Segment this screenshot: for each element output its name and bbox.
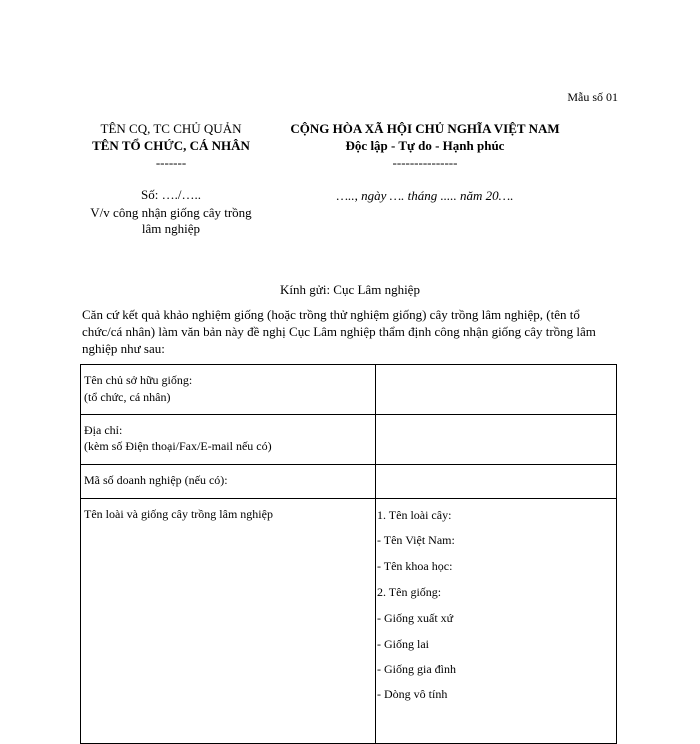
left-header-org: TÊN TỔ CHỨC, CÁ NHÂN — [92, 138, 250, 153]
species-item: - Tên khoa học: — [377, 559, 453, 573]
species-label: Tên loài và giống cây trồng lâm nghiệp — [84, 507, 273, 521]
species-item: - Giống lai — [377, 637, 429, 651]
intro-paragraph: Căn cứ kết quả khảo nghiệm giống (hoặc trồng thử nghiệm giống) cây trồng lâm nghiệp, (tên tổ chức/cá nhân) làm văn bản này đề nghị Cục Lâm nghiệp thẩm định công nhận giống cây trồng lâm nghiệp như sau: — [82, 307, 596, 356]
business-code-label: Mã số doanh nghiệp (nếu có): — [84, 473, 228, 487]
left-header-agency: TÊN CQ, TC CHỦ QUẢN — [100, 121, 242, 136]
date-line: ….., ngày …. tháng ..... năm 20…. — [336, 188, 514, 203]
table-row-divider — [81, 464, 616, 465]
right-header-divider: --------------- — [392, 155, 458, 170]
species-item: - Giống xuất xứ — [377, 611, 454, 625]
table-row-divider — [81, 498, 616, 499]
request-table — [80, 364, 617, 744]
address-label: Địa chỉ: — [84, 423, 123, 437]
recipient-line: Kính gửi: Cục Lâm nghiệp — [280, 282, 420, 297]
species-item: 2. Tên giống: — [377, 585, 442, 599]
table-column-divider — [375, 365, 376, 743]
country-name: CỘNG HÒA XÃ HỘI CHỦ NGHĨA VIỆT NAM — [290, 121, 560, 136]
national-motto: Độc lập - Tự do - Hạnh phúc — [345, 138, 505, 153]
table-row-divider — [81, 414, 616, 415]
owner-sublabel: (tổ chức, cá nhân) — [84, 390, 171, 404]
species-item: - Tên Việt Nam: — [377, 533, 455, 547]
document-number: Số: …./….. — [141, 187, 201, 202]
left-header-divider: ------- — [155, 155, 187, 170]
subject-line-2: lâm nghiệp — [141, 221, 201, 236]
address-sublabel: (kèm số Điện thoại/Fax/E-mail nếu có) — [84, 439, 272, 453]
species-item: 1. Tên loài cây: — [377, 508, 452, 522]
subject-line-1: V/v công nhận giống cây trồng — [90, 205, 252, 220]
form-code: Mẫu số 01 — [567, 90, 618, 104]
species-item: - Dòng vô tính — [377, 687, 448, 701]
species-item: - Giống gia đình — [377, 662, 456, 676]
owner-label: Tên chủ sở hữu giống: — [84, 373, 193, 387]
